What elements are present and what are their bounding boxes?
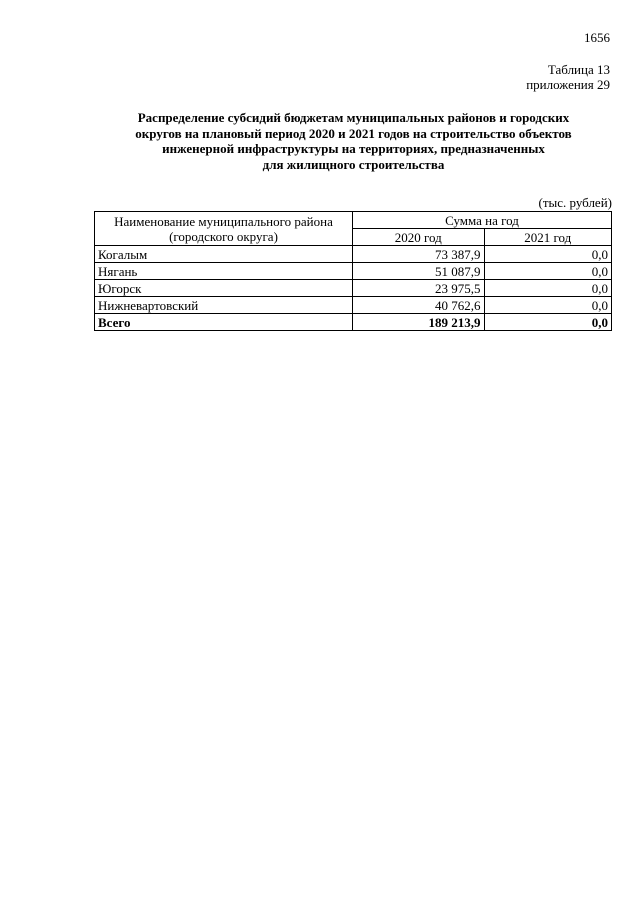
document-title xyxy=(95,110,612,172)
row-amount-2020: 73 387,9 xyxy=(352,246,484,263)
header-year-2021: 2021 год xyxy=(484,229,612,246)
row-amount-2020: 40 762,6 xyxy=(352,297,484,314)
title-line-4: для жилищного строительства xyxy=(262,156,445,172)
row-municipality: Югорск xyxy=(95,280,353,297)
row-municipality: Нижневартовский xyxy=(95,297,353,314)
table-caption-number: Таблица 13 xyxy=(547,62,610,77)
header-municipality-line-2: (городского округа) xyxy=(169,228,278,244)
title-line-2: округов на плановый период 2020 и 2021 годов на строительство объектов xyxy=(135,125,572,141)
table-row xyxy=(95,280,612,297)
total-amount-2020: 189 213,9 xyxy=(352,314,484,331)
subsidy-table xyxy=(94,211,612,331)
row-amount-2020: 51 087,9 xyxy=(352,263,484,280)
total-amount-2021: 0,0 xyxy=(484,314,612,331)
header-year-2020: 2020 год xyxy=(352,229,484,246)
row-municipality: Когалым xyxy=(95,246,353,263)
row-amount-2021: 0,0 xyxy=(484,246,612,263)
total-row xyxy=(95,314,612,331)
row-amount-2021: 0,0 xyxy=(484,263,612,280)
table-caption xyxy=(440,62,610,92)
page-number: 1656 xyxy=(584,30,610,45)
total-label: Всего xyxy=(95,314,353,331)
row-amount-2020: 23 975,5 xyxy=(352,280,484,297)
table-row xyxy=(95,297,612,314)
title-line-1: Распределение субсидий бюджетам муниципальных районов и городских xyxy=(137,110,570,125)
row-amount-2021: 0,0 xyxy=(484,297,612,314)
row-municipality: Нягань xyxy=(95,263,353,280)
units-label: (тыс. рублей) xyxy=(538,195,612,210)
title-line-3: инженерной инфраструктуры на территориях, предназначенных xyxy=(162,141,545,156)
row-amount-2021: 0,0 xyxy=(484,280,612,297)
table-caption-appendix: приложения 29 xyxy=(526,77,610,92)
header-sum-per-year: Сумма на год xyxy=(352,212,611,229)
table-row xyxy=(95,263,612,280)
table-row xyxy=(95,246,612,263)
header-municipality-line-1: Наименование муниципального района xyxy=(114,213,333,229)
header-municipality xyxy=(95,212,353,246)
